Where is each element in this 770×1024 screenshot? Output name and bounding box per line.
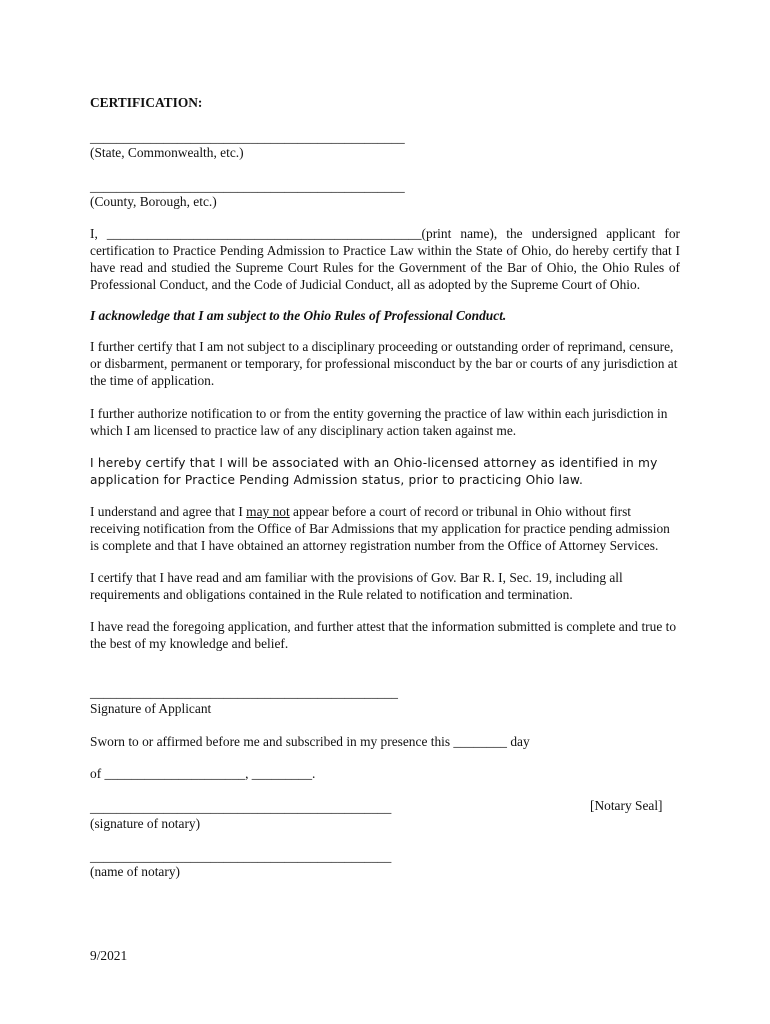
understand-paragraph — [90, 503, 680, 554]
understand-text-after: appear before a court of record or tribunal in Ohio without first receiving notification from the Office of Bar Admissions that my application for practice pending admission is complete and that I have obtained an attorney registration number from the Office of Attorney Services. — [90, 504, 670, 553]
attest-paragraph: I have read the foregoing application, and further attest that the information submitted is complete and true to the best of my knowledge and belief. — [90, 619, 677, 651]
may-not-emphasis: may not — [246, 504, 290, 519]
associated-attorney-paragraph: I hereby certify that I will be associated with an Ohio-licensed attorney as identified in my application for Practice Pending Admission status, prior to practicing Ohio law. — [90, 456, 658, 487]
notification-paragraph: I further authorize notification to or from the entity governing the practice of law within each jurisdiction in which I am licensed to practice law of any disciplinary action taken against me. — [90, 406, 668, 438]
notary-signature-line: _____________________________________________ — [90, 800, 392, 815]
county-label: (County, Borough, etc.) — [90, 194, 217, 209]
applicant-signature-label: Signature of Applicant — [90, 701, 212, 716]
notary-name-line: _____________________________________________ — [90, 849, 392, 864]
sworn-statement: Sworn to or affirmed before me and subscribed in my presence this ________ day — [90, 734, 530, 749]
county-blank-line: _______________________________________________ — [90, 179, 405, 194]
notary-name-label: (name of notary) — [90, 864, 180, 879]
acknowledgement-statement: I acknowledge that I am subject to the Ohio Rules of Professional Conduct. — [90, 308, 507, 323]
intro-paragraph: I, _______________________________________________(print name), the undersigned applicant for certification to Practice Pending Admission to Practice Law within the State of Ohio, do hereby certify that I have read and studied the Supreme Court Rules for the Government of the Bar of Ohio, the Ohio Rules of Professional Conduct, and the Code of Judicial Conduct, all as adopted by the Supreme Court of Ohio. — [90, 226, 680, 292]
applicant-signature-line: ______________________________________________ — [90, 685, 398, 700]
date-of-line: of _____________________, _________. — [90, 766, 316, 781]
familiar-paragraph: I certify that I have read and am familiar with the provisions of Gov. Bar R. I, Sec. 19, including all requirements and obligations contained in the Rule related to notification and termination. — [90, 570, 623, 602]
footer-date: 9/2021 — [90, 948, 128, 963]
disciplinary-paragraph: I further certify that I am not subject to a disciplinary proceeding or outstanding order of reprimand, censure, or disbarment, permanent or temporary, for professional misconduct by the bar or courts of any jurisdiction at the time of application. — [90, 339, 678, 388]
state-blank-line: _______________________________________________ — [90, 130, 405, 145]
notary-signature-label: (signature of notary) — [90, 816, 201, 831]
notary-seal-label: [Notary Seal] — [590, 798, 663, 813]
page-title: CERTIFICATION: — [90, 95, 203, 110]
understand-text-before: I understand and agree that I — [90, 504, 247, 519]
state-label: (State, Commonwealth, etc.) — [90, 145, 244, 160]
